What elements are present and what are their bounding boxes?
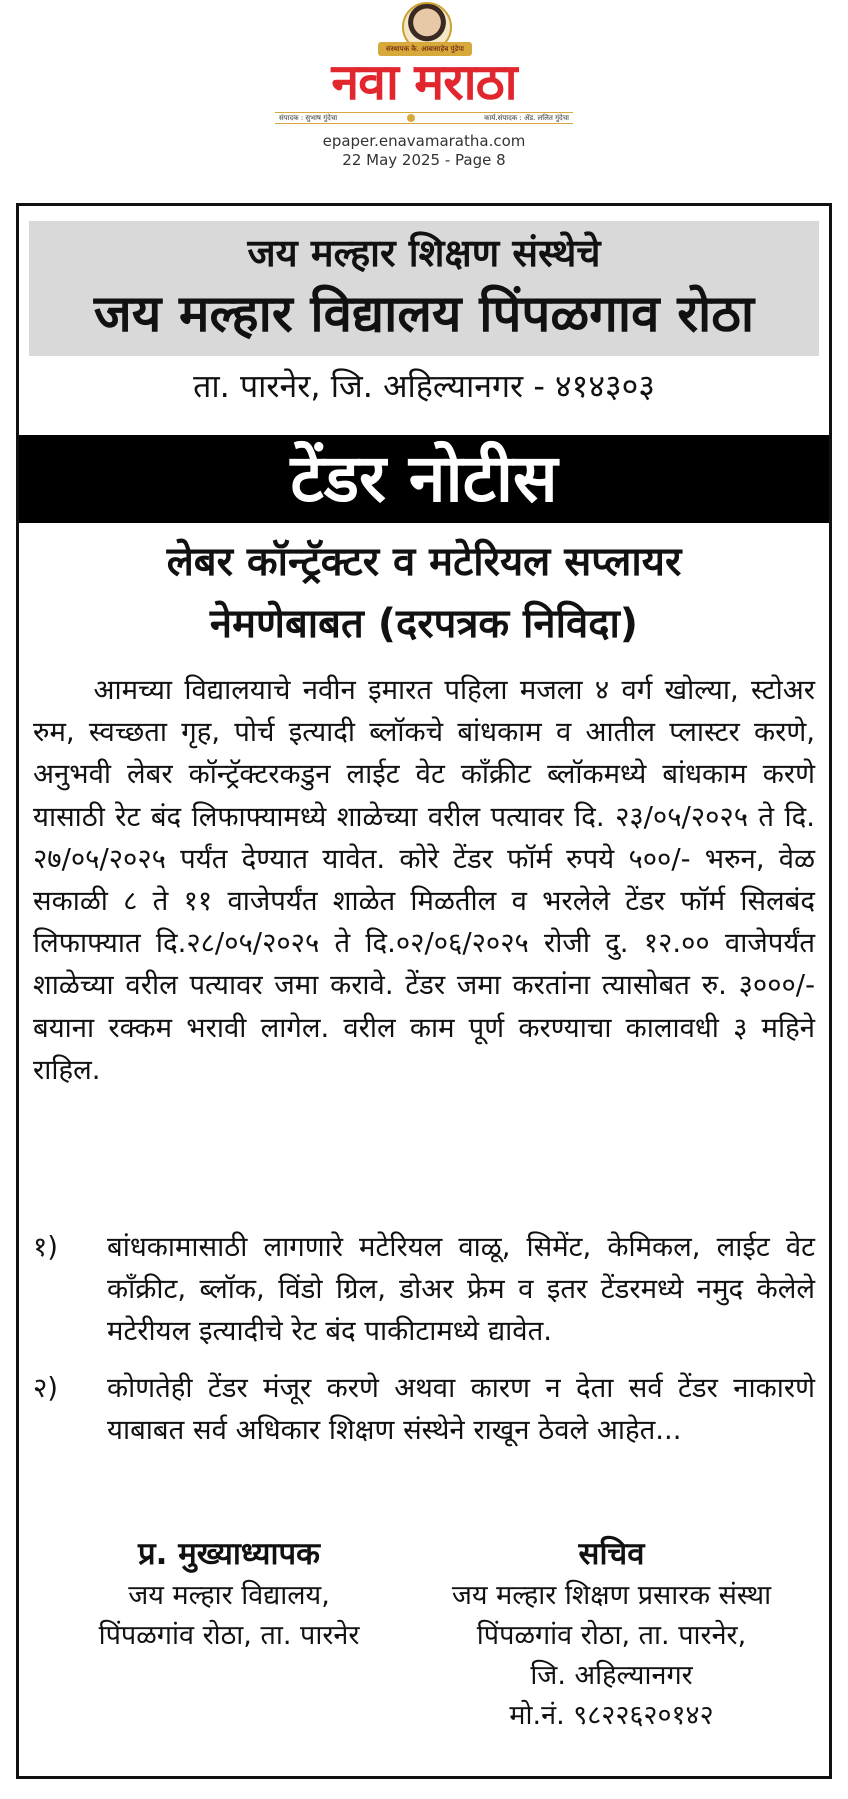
- ornament-dot-icon: [407, 114, 415, 122]
- newspaper-masthead: [0, 0, 848, 170]
- signatory-line: जय मल्हार विद्यालय,: [128, 1580, 330, 1611]
- subject-line-2: नेमणेबाबत (दरपत्रक निविदा): [209, 601, 639, 647]
- signatory-line: पिंपळगांव रोठा, ता. पारनेर,: [476, 1620, 747, 1651]
- list-item: [33, 1226, 815, 1353]
- founder-ribbon-text: संस्थापक कै. आबासाहेब पुंडेपा: [386, 45, 464, 53]
- signatory-title: प्र. मुख्याध्यापक: [138, 1536, 320, 1572]
- contact-number[interactable]: मो.नं. ९८२२६२०१४२: [509, 1700, 714, 1731]
- list-item-text: बांधकामासाठी लागणारे मटेरियल वाळू, सिमेंट, केमिकल, लाईट वेट कॉंक्रीट, ब्लॉक, विंडो ग्रिल, डोअर फ्रेम व इतर टेंडरमध्ये नमुद केलेले मटेरीयल इत्यादीचे रेट बंद पाकीटामध्ये द्यावेत.: [107, 1231, 815, 1348]
- school-address: ता. पारनेर, जि. अहिल्यानगर - ४१४३०३: [193, 367, 655, 405]
- executive-editor-credit: कार्य.संपादक : ॲड. ललित गुंदेचा: [484, 113, 569, 122]
- site-url[interactable]: epaper.enavamaratha.com: [322, 132, 526, 150]
- list-item-number: २): [33, 1371, 59, 1404]
- page-date: 22 May 2025 - Page 8: [342, 151, 506, 169]
- list-item: [33, 1367, 815, 1451]
- signatory-line: जि. अहिल्यानगर: [530, 1660, 693, 1691]
- notice-heading: टेंडर नोटीस: [19, 435, 829, 523]
- signatory-line: जय मल्हार शिक्षण प्रसारक संस्था: [451, 1580, 772, 1611]
- organization-band: [29, 221, 819, 356]
- school-name: जय मल्हार विद्यालय पिंपळगाव रोठा: [93, 285, 755, 344]
- logo-subline: [275, 112, 573, 124]
- editor-credit: संपादक : सुभाष गुंदेचा: [279, 113, 338, 122]
- signatory-title: सचिव: [578, 1536, 645, 1572]
- list-item-text: कोणतेही टेंडर मंजूर करणे अथवा कारण न देता सर्व टेंडर नाकारणे याबाबत सर्व अधिकार शिक्षण संस्थेने राखून ठेवले आहेत...: [107, 1371, 815, 1446]
- conditions-list: [33, 1226, 815, 1465]
- tender-notice: [16, 203, 832, 1779]
- list-item-number: १): [33, 1231, 59, 1263]
- signatory-line: पिंपळगांव रोठा, ता. पारनेर: [98, 1620, 360, 1651]
- signatory-secretary: [409, 1532, 814, 1736]
- notice-body: आमच्या विद्यालयाचे नवीन इमारत पहिला मजला ४ वर्ग खोल्या, स्टोअर रुम, स्वच्छता गृह, पोर्च इत्यादी ब्लॉकचे बांधकाम व आतील प्लास्टर करणे, अनुभवी लेबर कॉन्ट्रॅक्टरकडुन लाईट वेट कॉंक्रीट ब्लॉकमध्ये बांधकाम करणे यासाठी रेट बंद लिफाफ्यामध्ये शाळेच्या वरील पत्यावर दि. २३/०५/२०२५ ते दि. २७/०५/२०२५ पर्यंत देण्यात यावेत. कोरे टेंडर फॉर्म रुपये ५००/- भरुन, वेळ सकाळी ८ ते ११ वाजेपर्यंत शाळेत मिळतील व भरलेले टेंडर फॉर्म सिलबंद लिफाफ्यात दि.२८/०५/२०२५ ते दि.०२/०६/२०२५ रोजी दु. १२.०० वाजेपर्यंत शाळेच्या वरील पत्यावर जमा करावे. टेंडर जमा करतांना त्यासोबत रु. ३०००/- बयाना रक्कम भरावी लागेल. वरील काम पूर्ण करण्याचा कालावधी ३ महिने राहिल.: [33, 674, 815, 1086]
- organization-name: जय मल्हार शिक्षण संस्थेचे: [247, 231, 601, 275]
- signatory-headmaster: [49, 1532, 409, 1656]
- newspaper-logo[interactable]: नवा मराठा: [331, 53, 517, 111]
- notice-subject: [19, 531, 829, 655]
- subject-line-1: लेबर कॉन्ट्रॅक्टर व मटेरियल सप्लायर: [166, 539, 682, 585]
